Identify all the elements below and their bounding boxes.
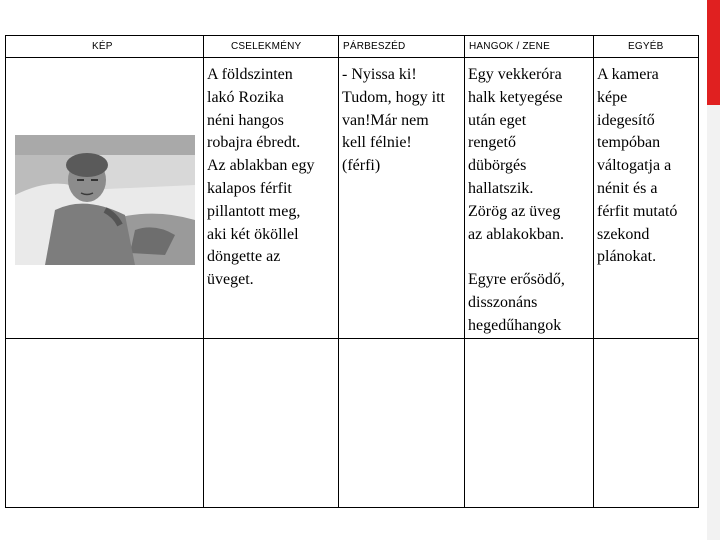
empty-other-cell	[594, 339, 699, 508]
header-sounds: HANGOK / ZENE	[465, 36, 594, 58]
header-other: EGYÉB	[594, 36, 699, 58]
action-cell	[204, 58, 339, 339]
table-row	[6, 58, 699, 339]
storyboard-table	[5, 35, 699, 508]
accent-side-panel	[707, 105, 720, 540]
photo-of-elderly-woman-in-bed-icon	[15, 135, 195, 265]
empty-sounds-cell	[465, 339, 594, 508]
other-cell	[594, 58, 699, 339]
header-image: KÉP	[6, 36, 204, 58]
dialogue-text: - Nyissa ki! Tudom, hogy itt van!Már nem kell félnie! (férfi)	[342, 66, 445, 175]
empty-action-cell	[204, 339, 339, 508]
action-text: A földszinten lakó Rozika néni hangos robajra ébredt. Az ablakban egy kalapos férfit pillantott meg, aki két ököllel döngette az üveget.	[207, 66, 315, 289]
image-cell	[6, 58, 204, 339]
header-dialogue: PÁRBESZÉD	[339, 36, 465, 58]
dialogue-cell	[339, 58, 465, 339]
sounds-cell	[465, 58, 594, 339]
header-row	[6, 36, 699, 58]
empty-image-cell	[6, 339, 204, 508]
empty-dialogue-cell	[339, 339, 465, 508]
sounds-text: Egy vekkeróra halk ketyegése után eget rengető dübörgés hallatszik. Zörög az üveg az ablakokban. Egyre erősödő, disszonáns hegedűhangok	[468, 66, 565, 334]
other-text: A kamera képe idegesítő tempóban váltogatja a nénit és a férfit mutató szekond plánokat.	[597, 66, 678, 266]
accent-bar	[707, 0, 720, 105]
table-row	[6, 339, 699, 508]
header-action: CSELEKMÉNY	[204, 36, 339, 58]
